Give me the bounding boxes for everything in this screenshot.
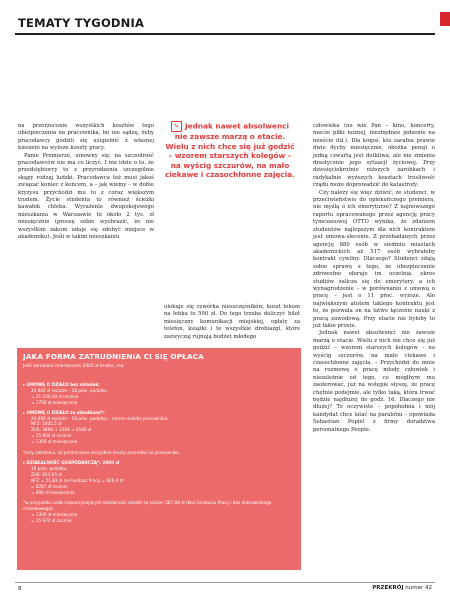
- info-box-line: 19 proc. podatku: [31, 465, 67, 471]
- info-box-line: = 1300 zł miesięcznie: [31, 439, 78, 445]
- info-box-line: = 690 zł miesięcznie: [31, 489, 75, 495]
- info-box-line: ZUS: 3896 + 2264 = 6160 zł: [31, 427, 92, 433]
- article-column-2: [164, 304, 300, 341]
- pull-quote: [165, 121, 295, 180]
- info-box-note: *przy założeniu, że przerzucono wszystkie koszty przeróbki na pracownika: [23, 450, 179, 456]
- info-box-line: ZUS: 623,05 zł: [31, 471, 62, 477]
- info-box-title: JAKA FORMA ZATRUDNIENIA CI SIĘ OPŁACA: [23, 352, 204, 361]
- header-rule: [15, 33, 435, 35]
- info-box-line: = 1758 zł miesięcznie: [31, 399, 78, 405]
- quote-icon: ✎: [171, 121, 182, 132]
- issue-number: numer 42: [405, 585, 432, 591]
- paragraph: człowieka (no wie Pan – kino, koncerty, mecze piłki nożnej, niezbędnee jedzenie na mieście itd.). Dla kogoś, kto zarabia prawie dwie dychy miesięcznie, obożka pensji o jedną czwartą jest dotkliwa, ale nie zmienia drastycznie jego sytuacji życiowej. Przy dziesięciokrotnie niższych zarobkach i radykalnie wyższych kosztach trosliwość rządu może doprowadzić do katastrofy.: [313, 123, 435, 189]
- info-box-line: = 21 100,40 zł rocznie: [31, 393, 79, 399]
- info-box-heading: ▸ UMOWĘ O DZIEŁO bez składek:: [23, 382, 100, 387]
- paragraph: Panie Premierze, umowny się: na szczodrość pracodawców nie ma co liczyć. I nie idzie o to, że przedsiębiorcy to z przyrodzenia szczególnie skąpy rodzaj ludzki. Pracodawca też musi jakoś związać koniec z końcem, a – jak wiemy – w dobie kryzysu przychodzi mu to z coraz większym trudem. Życie studenta to również ścieżki kawałek chleba. Wyrażenie dwupokojowego mieszkania w Warszawie to około 2 tys. zł miesięcznie (proszę sobie wyobrazić, że nie wszystkim zakom udaje się zdobyć miejsce w akademiku). Jeśli w takim mieszkaniu: [18, 152, 154, 241]
- info-box: [17, 348, 301, 570]
- info-box-line: = 1306 zł miesięcznie: [31, 512, 78, 518]
- paragraph: na przerzucenie wszystkich kosztów tego ubezpieczenia na pracownika, bo nie sądzę, żeby pracodawcy godzili się uzupełnić z własnej kieszeni na wyższe koszty pracy.: [18, 123, 154, 152]
- info-box-line: NFZ: 1605,5 zł: [31, 421, 62, 427]
- info-box-subtitle: Jeśli zarabiasz miesięcznie 2000 zł brutto, ma:: [23, 364, 125, 369]
- footer-brand: [372, 585, 432, 591]
- pull-quote-text: Jednak nawet absolwenci nie zawsze marzą o etacie. Wielu z nich chce się już godzić – wzorem starszych kolegów – na wyścig szczurów, na mało ciekawe i czasochłonne zajęcia.: [165, 121, 295, 180]
- info-box-line: = 15 604 zł rocznie: [31, 433, 72, 439]
- paragraph: Jednak nawet absolwenci nie zawsze marzą o etacie. Wielu z nich nie chce się już godzić – wzorem starszych kolegów – na wyścig szczurów, na mało ciekawe i czasochłonne zajęcia. – Przychodzi do mnie na rozmowę o pracę młody człowiek i niezależnie od tego, co mógłbym mu zaoferować, już na wstępie słyszę, że pracę chętnie podejmie, ale tylko taką, która trwać będzie najdłużej do godz. 16. Dlaczego nie dłużej? To oczywiste – popołudnia i mój kandydat chce latać na paralotni – opowiada Sebastian Popiel z firmy doradztwa personalnego People.: [313, 330, 435, 433]
- info-box-line: = 8287 zł rocznie: [31, 483, 68, 489]
- info-box-heading: ▸ UMOWĘ O DZIEŁO ze składkami*:: [23, 409, 105, 415]
- info-box-heading: ▸ DZIAŁALNOŚĆ GOSPODARCZĄ*: 2000 zł: [23, 459, 120, 465]
- paragraph: ulokuje się czwórka nieszczęśników, koszt lokum na łebka to 500 zł. Do tego trzeba doliczyć bilet miesięczny komunikacji miejskiej, opłaty za telefon, książki i te wszystkie drobiazgi, które zazwyczaj rujnują budżet młodego: [164, 304, 300, 340]
- info-box-line: 24 000 zł rocznie – 18 proc. podatku: [31, 387, 108, 393]
- article-column-1: [18, 123, 154, 242]
- info-box-body: [23, 378, 295, 524]
- article-column-3: [313, 123, 435, 434]
- info-box-note: *w przypadku osób rozpoczynających działalność składki są niższe: 587,08 zł (bez Funduszu Pracy i bez dobrowolnego chorobowego): [23, 500, 272, 512]
- corner-tab: [440, 12, 450, 26]
- brand-name: PRZEKRÓJ: [372, 585, 404, 591]
- footer-rule: [15, 582, 435, 583]
- paragraph: Czy należy się więc dziwić, że studenci, w przeciwieństwie do opiekuńczego premiera, nie myślą o ich emeryturze? Z najnowszego raportu opracowanego przez agencję pracy tymczasowej OTTO wynika, że zdaniem studentów najlepszym dla nich kontraktem jest umowa-zlecenie. Z przebadanych przez agencję 880 osób w siedmiu miastach akademickich aż 517 osób wybrałoby kontrakt cywilny. Dlaczego? Studenci zdają sobie sprawę z tego, że ubezpieczenie zdrowotne oferuje im uczelnia, okres studiów zalicza się do emerytury, a ich wynagrodzenie – w porównaniu z umową o pracę – jest o 11 proc. wyższe. Ale największym atutem takiego kontraktu jest to, że pozwala on na łatwe łączenie nauki z pracą zawodową. Przy etacie nie byłoby to już takie proste.: [313, 189, 435, 329]
- info-box-line: 24 000 zł rocznie – 18 proc. podatku – roczne składki pracownika:: [31, 415, 169, 421]
- section-title: TEMATY TYGODNIA: [18, 16, 145, 30]
- info-box-line: NFZ = 51,83 zł na Fundusz Pracy = 929,4 zł: [31, 477, 124, 483]
- info-box-line: = 15 672 zł rocznie: [31, 518, 72, 524]
- page-number: 8: [18, 586, 22, 592]
